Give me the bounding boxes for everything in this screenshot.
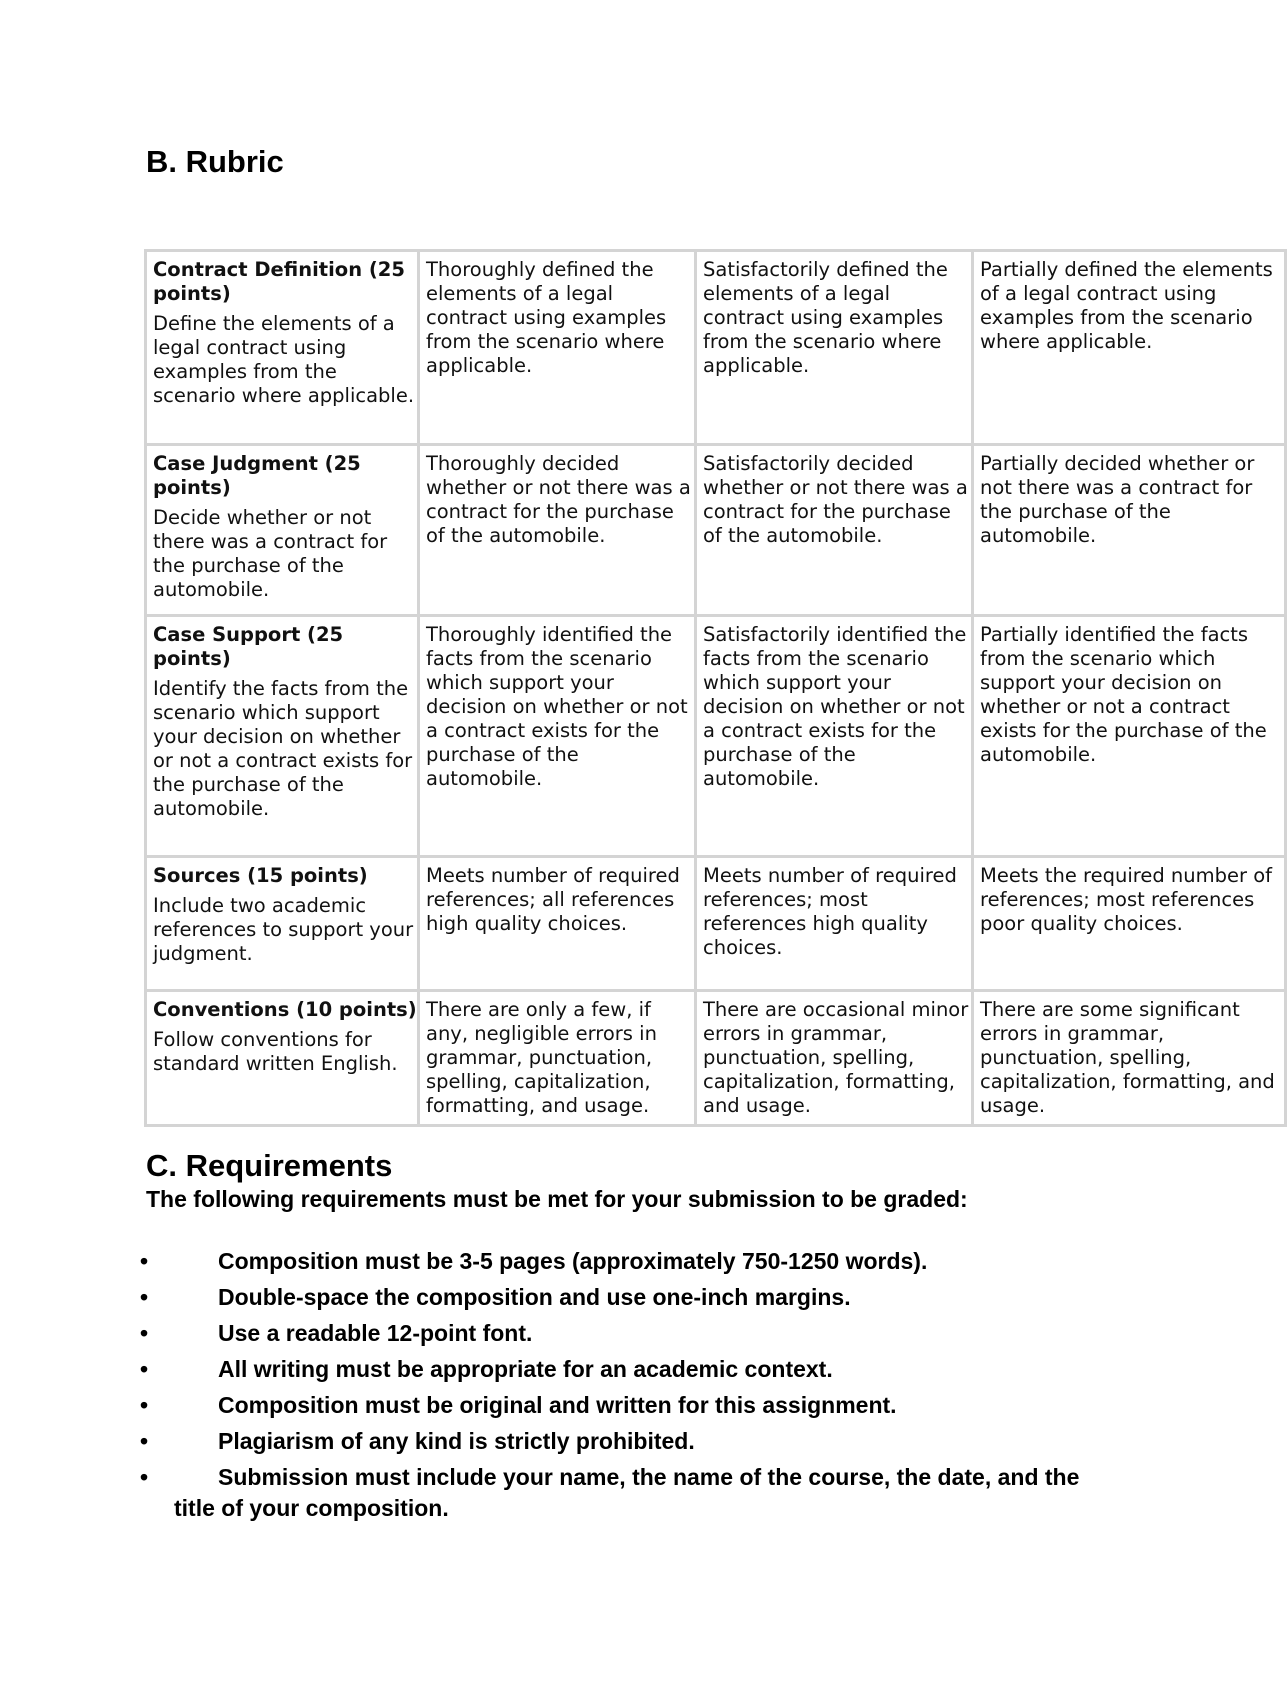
- criterion-cell: [146, 616, 419, 857]
- level-cell-satisfactory: Meets number of required references; most references high quality choices.: [696, 857, 973, 991]
- list-item: [130, 1246, 1080, 1277]
- requirements-heading: C. Requirements: [146, 1148, 393, 1183]
- level-cell-thorough: Thoroughly decided whether or not there was a contract for the purchase of the automobile.: [419, 445, 696, 616]
- requirements-intro: The following requirements must be met for your submission to be graded:: [146, 1186, 968, 1212]
- criterion-title: Case Judgment (25 points): [153, 452, 361, 499]
- criterion-title: Case Support (25 points): [153, 623, 344, 670]
- bullet-icon: •: [140, 1320, 149, 1346]
- requirement-text: Plagiarism of any kind is strictly prohibited.: [218, 1428, 695, 1454]
- rubric-row-sources: [146, 857, 1286, 991]
- criterion-description: Follow conventions for standard written English.: [153, 1028, 398, 1075]
- requirements-list: [130, 1246, 1080, 1529]
- requirement-text: Composition must be original and written for this assignment.: [218, 1392, 897, 1418]
- bullet-icon: •: [140, 1356, 149, 1382]
- criterion-description: Include two academic references to support your judgment.: [153, 894, 414, 965]
- bullet-icon: •: [140, 1392, 149, 1418]
- criterion-cell: [146, 445, 419, 616]
- level-cell-satisfactory: Satisfactorily decided whether or not there was a contract for the purchase of the automobile.: [696, 445, 973, 616]
- criterion-cell: [146, 857, 419, 991]
- list-item: [130, 1282, 1080, 1313]
- level-cell-thorough: Meets number of required references; all references high quality choices.: [419, 857, 696, 991]
- level-cell-partial: There are some significant errors in grammar, punctuation, spelling, capitalization, formatting, and usage.: [973, 991, 1286, 1126]
- requirement-text: Composition must be 3-5 pages (approximately 750-1250 words).: [218, 1248, 928, 1274]
- criterion-title: Contract Definition (25 points): [153, 258, 405, 305]
- level-cell-satisfactory: Satisfactorily defined the elements of a legal contract using examples from the scenario where applicable.: [696, 251, 973, 445]
- list-item: [130, 1390, 1080, 1421]
- rubric-row-conventions: [146, 991, 1286, 1126]
- level-cell-thorough: There are only a few, if any, negligible errors in grammar, punctuation, spelling, capitalization, formatting, and usage.: [419, 991, 696, 1126]
- requirement-text: All writing must be appropriate for an academic context.: [218, 1356, 833, 1382]
- rubric-row-contract-definition: [146, 251, 1286, 445]
- rubric-row-case-support: [146, 616, 1286, 857]
- rubric-heading: B. Rubric: [146, 144, 284, 179]
- list-item: [130, 1462, 1080, 1524]
- level-cell-thorough: Thoroughly defined the elements of a legal contract using examples from the scenario where applicable.: [419, 251, 696, 445]
- requirement-text: Use a readable 12-point font.: [218, 1320, 533, 1346]
- level-cell-satisfactory: Satisfactorily identified the facts from the scenario which support your decision on whether or not a contract exists for the purchase of the automobile.: [696, 616, 973, 857]
- bullet-icon: •: [140, 1428, 149, 1454]
- level-cell-thorough: Thoroughly identified the facts from the scenario which support your decision on whether or not a contract exists for the purchase of the automobile.: [419, 616, 696, 857]
- list-item: [130, 1354, 1080, 1385]
- criterion-description: Define the elements of a legal contract using examples from the scenario where applicable.: [153, 312, 415, 407]
- rubric-table: [144, 249, 1287, 1127]
- criterion-cell: [146, 991, 419, 1126]
- bullet-icon: •: [140, 1464, 149, 1490]
- criterion-description: Decide whether or not there was a contract for the purchase of the automobile.: [153, 506, 388, 601]
- criterion-cell: [146, 251, 419, 445]
- level-cell-partial: Partially defined the elements of a legal contract using examples from the scenario where applicable.: [973, 251, 1286, 445]
- rubric-row-case-judgment: [146, 445, 1286, 616]
- criterion-title: Conventions (10 points): [153, 998, 417, 1021]
- bullet-icon: •: [140, 1284, 149, 1310]
- level-cell-satisfactory: There are occasional minor errors in grammar, punctuation, spelling, capitalization, formatting, and usage.: [696, 991, 973, 1126]
- list-item: [130, 1426, 1080, 1457]
- requirement-text: Submission must include your name, the name of the course, the date, and the title of your composition.: [174, 1464, 1080, 1521]
- list-item: [130, 1318, 1080, 1349]
- level-cell-partial: Meets the required number of references; most references poor quality choices.: [973, 857, 1286, 991]
- requirement-text: Double-space the composition and use one-inch margins.: [218, 1284, 851, 1310]
- criterion-description: Identify the facts from the scenario which support your decision on whether or not a contract exists for the purchase of the automobile.: [153, 677, 413, 820]
- bullet-icon: •: [140, 1248, 149, 1274]
- criterion-title: Sources (15 points): [153, 864, 368, 887]
- rubric-table-container: [144, 249, 1275, 1127]
- level-cell-partial: Partially decided whether or not there was a contract for the purchase of the automobile.: [973, 445, 1286, 616]
- level-cell-partial: Partially identified the facts from the scenario which support your decision on whether or not a contract exists for the purchase of the automobile.: [973, 616, 1286, 857]
